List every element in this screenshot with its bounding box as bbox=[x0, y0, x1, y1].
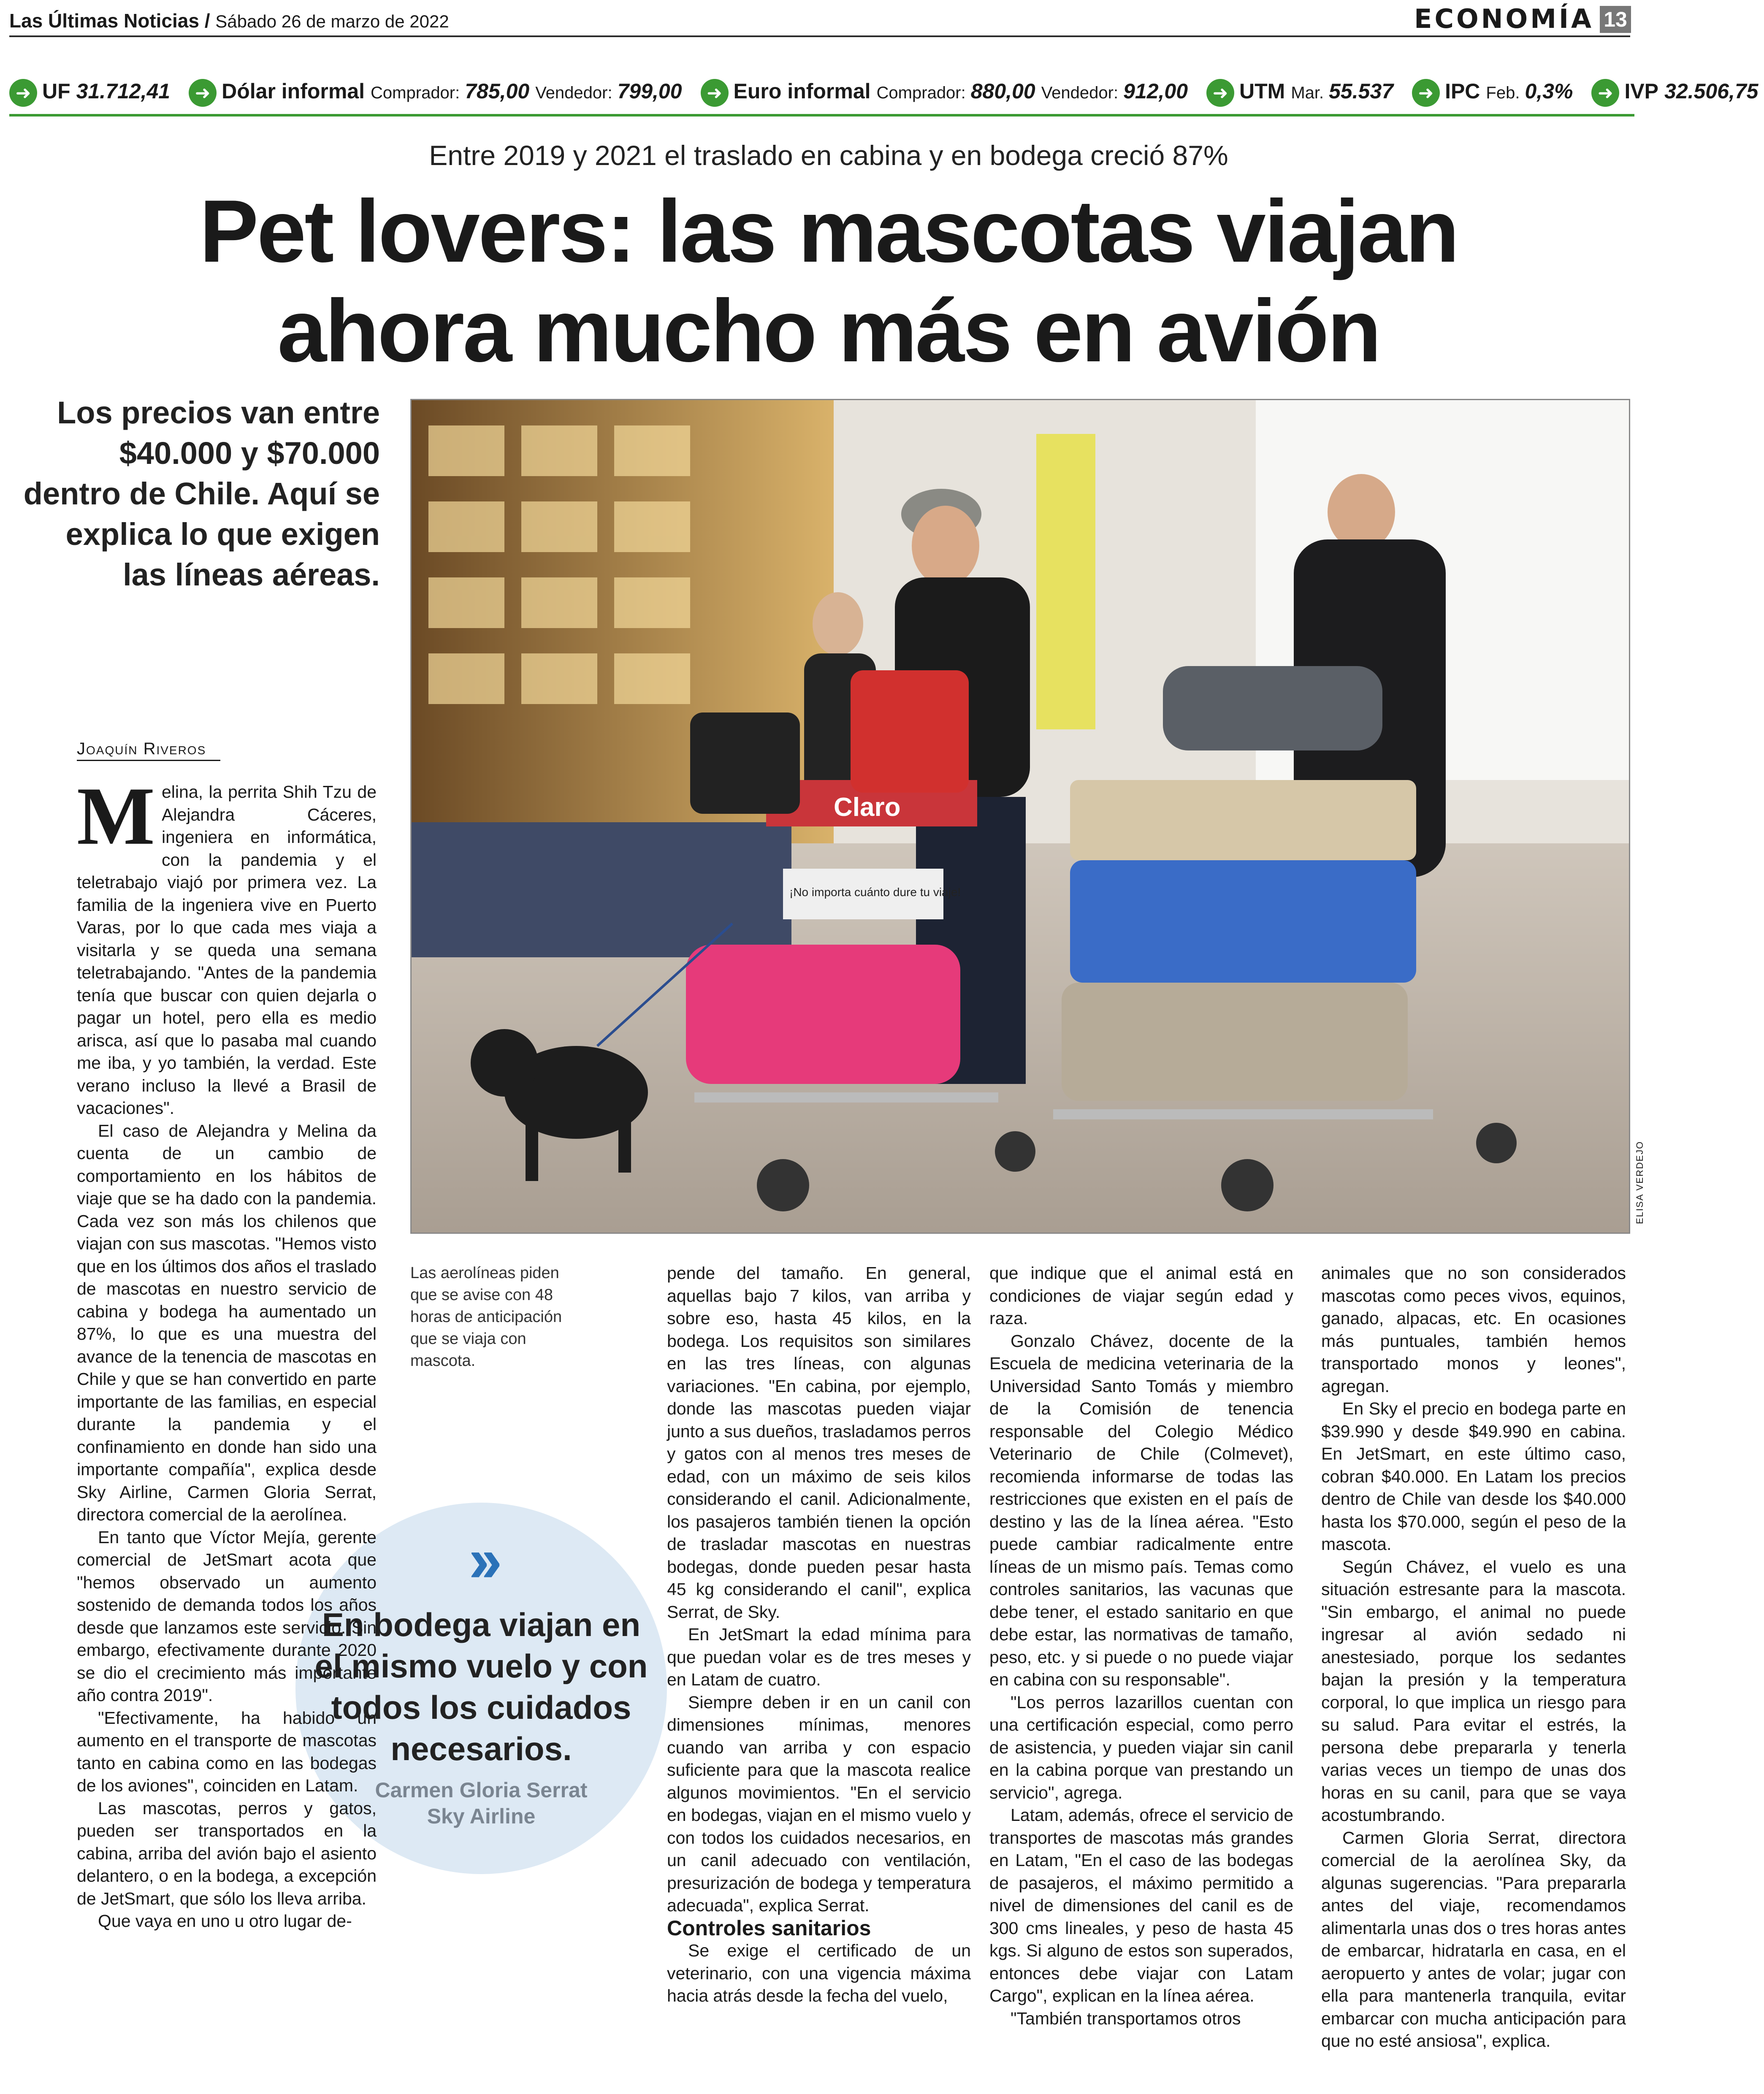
headline-line-1: Pet lovers: las mascotas viajan bbox=[199, 181, 1458, 281]
indicator-label: IPC bbox=[1445, 79, 1480, 103]
paragraph: Siempre deben ir en un canil con dimensiones mínimas, menores cuando van arriba y con espacio suficiente para que la mascota realice algunos movimientos. "En el servicio en bodegas, viajan en el mismo vuelo y con todos los cuidados necesarios, en un canil adecuado con ventilación, presurización de bodega y temperatura adecuada", explica Serrat. bbox=[667, 1692, 971, 1915]
indicator-value: 880,00 bbox=[970, 79, 1035, 103]
paragraph: Las mascotas, perros y gatos, pueden ser transportados en la cabina, arriba del avión bajo el asiento delantero, o en la bodega, a excepción de JetSmart, que sólo los lleva arriba. bbox=[77, 1798, 377, 1908]
lead-paragraph: Los precios van entre $40.000 y $70.000 dentro de Chile. Aquí se explica lo que exigen las líneas aéreas. bbox=[23, 395, 380, 592]
pull-quote-author: Carmen Gloria Serrat Sky Airline bbox=[375, 1778, 588, 1828]
paragraph: Latam, además, ofrece el servicio de transportes de mascotas más grandes en Latam, "En el caso de las bodegas de pasajeros, el máximo permitido a nivel de dimensiones del canil es de 300 cms lineales, y peso de hasta 45 kgs. Si alguno de estos son superados, entonces debe viajar con Latam Cargo", explican en la línea aérea. bbox=[989, 1805, 1293, 2005]
indicator-item bbox=[1591, 79, 1764, 107]
indicator-value: 55.537 bbox=[1329, 79, 1394, 103]
page-number: 13 bbox=[1600, 6, 1631, 33]
paragraph: pende del tamaño. En general, aquellas bajo 7 kilos, van arriba y sobre eso, hasta 45 kilos, en la bodega. Los requisitos son similares en las tres líneas, con algunas variaciones. "En cabina, por ejemplo, donde las mascotas pueden viajar junto a sus dueños, trasladamos perros y gatos con al menos tres meses de edad, con un máximo de seis kilos considerando el canil. Adicionalmente, los pasajeros también tienen la opción de trasladar mascotas en nuestras bodegas, donde pueden pesar hasta 45 kg considerando el canil", explica Serrat, de Sky. bbox=[667, 1263, 971, 1622]
paragraph: "También transportamos otros bbox=[1011, 2008, 1241, 2028]
indicator-sublabel: Mar. bbox=[1291, 84, 1324, 102]
paragraph: elina, la perrita Shih Tzu de Alejandra Cáceres, ingeniera en informática, con la pandemia y el teletrabajo viajó por primera vez. La familia de la ingeniera vive en Puerto Varas, por lo que cada mes viaja a visitarla y se queda una semana teletrabajando. "Antes de la pandemia tenía que buscar con quien dejarla o pagar un hotel, pero ella es medio arisca, así que lo pasaba mal cuando me iba, y yo también, la verdad. Este verano incluso la llevé a Brasil de vacaciones". bbox=[77, 782, 377, 1118]
photo-credit: ELISA VERDEJO bbox=[1634, 1140, 1645, 1224]
article-column-3 bbox=[989, 1262, 1293, 2030]
paragraph: El caso de Alejandra y Melina da cuenta de un cambio de comportamiento en los hábitos de viaje que se ha dado con la pandemia. Cada vez son más los chilenos que viajan con sus mascotas. "Hemos visto que en los últimos dos años el traslado de mascotas en nuestro servicio de cabina y bodega ha aumentado un 87%, lo que es una muestra del avance de la tenencia de mascotas en Chile y que se han convertido en parte importante de las familias, en especial durante la pandemia y el confinamiento en donde han sido una importante compañía", explica desde Sky Airline, Carmen Gloria Serrat, directora comercial de la aerolínea. bbox=[77, 1121, 377, 1524]
indicator-item bbox=[189, 79, 688, 107]
photo-sign-slogan: ¡No importa cuánto dure tu viaje! bbox=[789, 886, 961, 899]
indicator-item bbox=[701, 79, 1194, 107]
article-column-2 bbox=[667, 1262, 971, 2007]
paragraph: En tanto que Víctor Mejía, gerente comercial de JetSmart acota que "hemos observado un aumento sostenido de demanda todos los años desde que lanzamos este servicio. Sin embargo, efectivamente durante 2020 se dio el crecimiento más importante año contra 2019". bbox=[77, 1527, 377, 1705]
paragraph: Se exige el certificado de un veterinario, con una vigencia máxima hacia atrás desde la fecha del vuelo, bbox=[667, 1941, 971, 2005]
headline bbox=[0, 181, 1657, 381]
paragraph: que indique que el animal está en condiciones de viajar según edad y raza. bbox=[989, 1263, 1293, 1328]
paragraph: Gonzalo Chávez, docente de la Escuela de medicina veterinaria de la Universidad Santo Tomás y miembro de la Comisión de tenencia responsable del Colegio Médico Veterinario de Chile (Colmevet), recomienda informarse de todas las restricciones que existen en el país de destino y las de la línea aérea. "Esto puede cambiar radicalmente entre líneas de un mismo país. Temas como controles sanitarios, las vacunas que debe tener, el estado sanitario en que debe estar, las normativas de tamaño, peso, etc. y si puede o no puede viajar en cabina con su responsable". bbox=[989, 1331, 1293, 1689]
paragraph: En JetSmart la edad mínima para que puedan volar es de tres meses y en Latam de cuatro. bbox=[667, 1625, 971, 1689]
indicators-divider bbox=[9, 114, 1634, 116]
arrow-right-icon: ➜ bbox=[9, 79, 37, 107]
indicator-value: 912,00 bbox=[1123, 79, 1188, 103]
indicator-sublabel: Vendedor: bbox=[1041, 84, 1119, 102]
paragraph: "Efectivamente, ha habido un aumento en el transporte de mascotas tanto en cabina como en las bodegas de los aviones", coinciden en Latam. bbox=[77, 1708, 377, 1795]
arrow-right-icon: ➜ bbox=[1206, 79, 1234, 107]
arrow-right-icon: ➜ bbox=[701, 79, 729, 107]
indicator-value: 799,00 bbox=[617, 79, 682, 103]
paragraph: Que vaya en uno u otro lugar de- bbox=[98, 1911, 352, 1931]
indicator-item bbox=[1412, 79, 1579, 107]
indicator-value: 785,00 bbox=[465, 79, 530, 103]
article-column-1 bbox=[77, 770, 377, 1933]
arrow-right-icon: ➜ bbox=[1591, 79, 1619, 107]
indicator-label: UF bbox=[42, 79, 70, 103]
indicator-value: 32.506,75 bbox=[1664, 79, 1759, 103]
kicker: Entre 2019 y 2021 el traslado en cabina y en bodega creció 87% bbox=[429, 140, 1228, 171]
dropcap: M bbox=[77, 770, 155, 862]
section-name: ECONOMÍA bbox=[1414, 3, 1594, 34]
article-photo bbox=[410, 399, 1630, 1234]
photo-caption: Las aerolíneas piden que se avise con 48 horas de anticipación que se viaja con mascota. bbox=[410, 1264, 562, 1370]
photo-sign-claro: Claro bbox=[834, 793, 901, 822]
paragraph: En Sky el precio en bodega parte en $39.990 y desde $49.990 en cabina. En JetSmart, en este último caso, cobran $40.000. En Latam los precios dentro de Chile van desde los $40.000 hasta los $70.000, según el peso de la mascota. bbox=[1321, 1399, 1626, 1554]
indicator-label: Euro informal bbox=[733, 79, 871, 103]
byline: Joaquín Riveros bbox=[77, 740, 206, 758]
indicator-label: IVP bbox=[1624, 79, 1659, 103]
subheading: Controles sanitarios bbox=[667, 1916, 871, 1940]
paragraph: animales que no son considerados mascotas como peces vivos, equinos, ganado, alpacas, etc. En ocasiones más puntuales, también hemos transportado monos y leones", agregan. bbox=[1321, 1263, 1626, 1396]
paragraph: "Los perros lazarillos cuentan con una certificación especial, como perro de asistencia, y pueden viajar sin canil en la cabina porque van prestando un servicio", agrega. bbox=[989, 1692, 1293, 1802]
quote-chevron-icon: ›› bbox=[469, 1524, 494, 1595]
airport-scene-illustration bbox=[412, 400, 1629, 1233]
indicator-value: 0,3% bbox=[1525, 79, 1573, 103]
indicator-sublabel: Comprador: bbox=[876, 84, 966, 102]
indicator-label: Dólar informal bbox=[222, 79, 365, 103]
headline-line-2: ahora mucho más en avión bbox=[277, 281, 1380, 380]
masthead-paper: Las Últimas Noticias / Sábado 26 de marzo de 2022 bbox=[9, 10, 449, 32]
indicator-item bbox=[9, 79, 176, 107]
paragraph: Según Chávez, el vuelo es una situación estresante para la mascota. "Sin embargo, el animal no puede ingresar al avión sedado ni anestesiado, porque los sedantes bajan la presión y la temperatura corporal, lo que implica un riesgo para su salud. Para evitar el estrés, la persona debe prepararla y tenerla varias veces un tiempo de unas dos horas en su canil, para que se vaya acostumbrando. bbox=[1321, 1557, 1626, 1825]
indicator-sublabel: Comprador: bbox=[371, 84, 460, 102]
indicator-label: UTM bbox=[1239, 79, 1285, 103]
pull-quote-text: En bodega viajan en el mismo vuelo y con todos los cuidados necesarios. bbox=[314, 1606, 648, 1767]
economic-indicators-bar bbox=[9, 72, 1759, 114]
arrow-right-icon: ➜ bbox=[189, 79, 217, 107]
indicator-sublabel: Feb. bbox=[1486, 84, 1520, 102]
arrow-right-icon: ➜ bbox=[1412, 79, 1440, 107]
article-column-4 bbox=[1321, 1262, 1626, 2053]
indicator-sublabel: Vendedor: bbox=[535, 84, 612, 102]
indicator-value: 31.712,41 bbox=[76, 79, 171, 103]
paragraph: Carmen Gloria Serrat, directora comercial de la aerolínea Sky, da algunas sugerencias. "Para prepararla antes del viaje, recomendamos alimentarla unas dos o tres horas antes de embarcar, hidratarla en casa, en el aeropuerto y antes de volar; jugar con ella para mantenerla tranquila, evitar embarcar con mucha anticipación para que no esté ansiosa", explica. bbox=[1321, 1828, 1626, 2051]
masthead-date: Sábado 26 de marzo de 2022 bbox=[215, 11, 449, 31]
byline-rule bbox=[77, 760, 220, 761]
indicator-item bbox=[1206, 79, 1399, 107]
masthead-divider bbox=[9, 35, 1630, 37]
